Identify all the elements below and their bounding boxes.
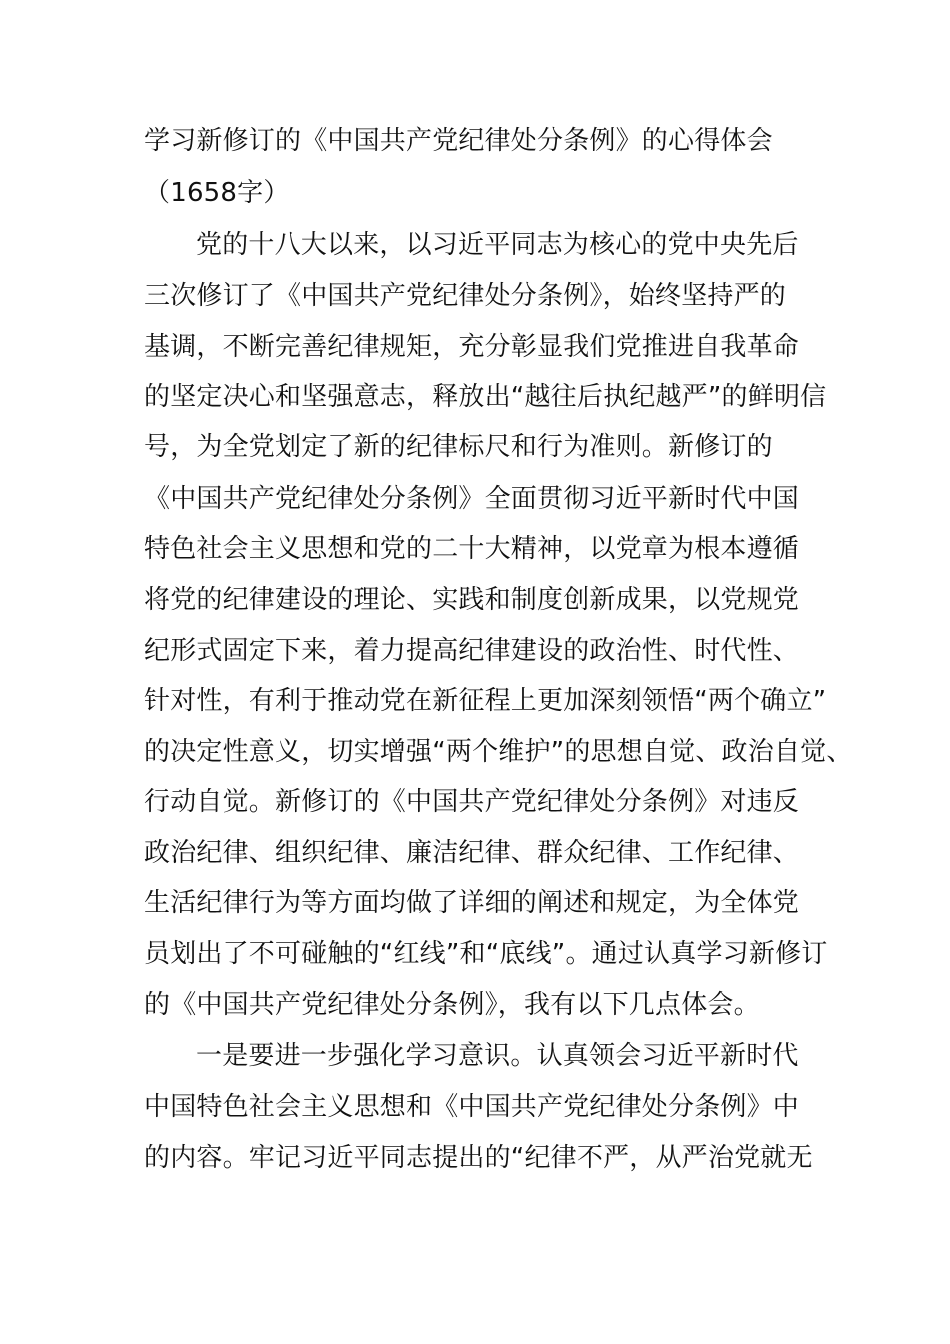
- body-line: 特色社会主义思想和党的二十大精神，以党章为根本遵循: [144, 534, 800, 564]
- body-line: 《中国共产党纪律处分条例》全面贯彻习近平新时代中国: [144, 484, 800, 514]
- body-line: 号，为全党划定了新的纪律标尺和行为准则。新修订的: [144, 432, 773, 462]
- body-line: 生活纪律行为等方面均做了详细的阐述和规定，为全体党: [144, 888, 800, 918]
- body-line: 中国特色社会主义思想和《中国共产党纪律处分条例》中: [144, 1092, 800, 1122]
- document-title-wordcount: （1658字）: [144, 178, 290, 208]
- body-line: 的内容。牢记习近平同志提出的“纪律不严，从严治党就无: [144, 1143, 813, 1173]
- body-line: 针对性，有利于推动党在新征程上更加深刻领悟“两个确立”: [144, 686, 827, 716]
- body-line: 员划出了不可碰触的“红线”和“底线”。通过认真学习新修订: [144, 939, 828, 969]
- body-line: 的坚定决心和坚强意志，释放出“越往后执纪越严”的鲜明信: [144, 382, 827, 412]
- body-line: 党的十八大以来，以习近平同志为核心的党中央先后: [196, 230, 799, 260]
- body-line: 将党的纪律建设的理论、实践和制度创新成果，以党规党: [144, 585, 800, 615]
- body-line: 基调，不断完善纪律规矩，充分彰显我们党推进自我革命: [144, 332, 800, 362]
- body-line: 的《中国共产党纪律处分条例》，我有以下几点体会。: [144, 990, 760, 1020]
- body-line: 三次修订了《中国共产党纪律处分条例》，始终坚持严的: [144, 281, 787, 311]
- body-line: 纪形式固定下来，着力提高纪律建设的政治性、时代性、: [144, 636, 800, 666]
- body-line: 的决定性意义，切实增强“两个维护”的思想自觉、政治自觉、: [144, 737, 853, 767]
- body-line: 行动自觉。新修订的《中国共产党纪律处分条例》对违反: [144, 787, 800, 817]
- body-line: 一是要进一步强化学习意识。认真领会习近平新时代: [196, 1041, 799, 1071]
- document-title: 学习新修订的《中国共产党纪律处分条例》的心得体会: [144, 126, 773, 156]
- body-line: 政治纪律、组织纪律、廉洁纪律、群众纪律、工作纪律、: [144, 838, 800, 868]
